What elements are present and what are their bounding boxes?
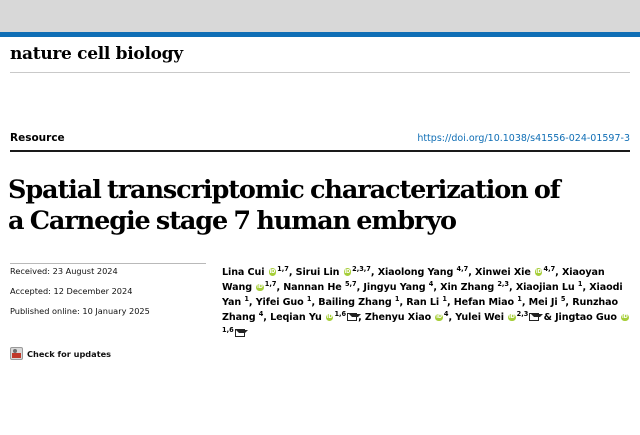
author-name: Xiaoyan Wang — [222, 267, 605, 294]
author-affiliation-marker: 2,3 — [516, 310, 529, 319]
author-name: Bailing Zhang — [318, 297, 395, 309]
author-entry — [455, 312, 540, 323]
orcid-icon[interactable] — [535, 268, 543, 276]
author-entry — [363, 282, 433, 293]
article-page — [0, 32, 640, 435]
author-separator: , — [521, 297, 529, 309]
author-entry — [440, 282, 509, 293]
history-divider — [10, 263, 206, 264]
author-name: Yifei Guo — [255, 297, 307, 309]
crossmark-icon — [10, 347, 23, 360]
author-name: Xiaodi Yan — [222, 282, 623, 309]
author-affiliation-marker: 1,7 — [277, 265, 289, 273]
author-separator: , — [370, 267, 378, 279]
check-for-updates-button[interactable] — [10, 347, 111, 360]
author-affiliation-marker: 1 — [577, 280, 583, 289]
journal-title: nature cell biology — [10, 44, 183, 64]
author-affiliation-marker: 1 — [442, 295, 447, 304]
author-entry — [454, 297, 522, 308]
author-affiliation-marker: 4,7 — [456, 265, 469, 273]
page-title: Spatial transcriptomic characterization of a Carnegie stage 7 human embryo — [8, 175, 560, 237]
email-icon[interactable] — [235, 329, 245, 337]
author-affiliation-marker: 5,7 — [344, 280, 357, 289]
doi-link[interactable]: https://doi.org/10.1038/s41556-024-01597-3 — [417, 133, 630, 144]
author-name: Leqian Yu — [270, 312, 325, 324]
author-separator: , — [288, 267, 296, 279]
author-name: Xiaolong Yang — [377, 267, 457, 279]
author-separator: , — [356, 282, 364, 294]
orcid-icon[interactable] — [256, 284, 264, 292]
author-affiliation-marker: 1 — [394, 295, 400, 304]
article-history — [10, 267, 205, 327]
author-separator: , — [311, 297, 319, 309]
author-name: Ran Li — [406, 297, 443, 309]
author-affiliation-marker: 1 — [306, 295, 312, 304]
author-separator: , — [468, 267, 476, 279]
author-entry — [529, 297, 566, 308]
accepted-date: Accepted: 12 December 2024 — [10, 286, 133, 297]
author-entry — [318, 297, 399, 308]
received-date: Received: 23 August 2024 — [10, 266, 118, 276]
author-affiliation-marker: 1,6 — [222, 325, 234, 334]
author-separator: , — [399, 297, 407, 309]
author-separator: , — [582, 282, 590, 294]
author-name: Nannan He — [283, 282, 345, 294]
author-name: Runzhao Zhang — [222, 297, 619, 324]
orcid-icon[interactable] — [326, 314, 334, 322]
author-name: Xin Zhang — [440, 282, 498, 294]
author-separator: , — [509, 282, 516, 294]
email-icon[interactable] — [529, 313, 539, 321]
author-affiliation-marker: 4 — [258, 310, 264, 319]
journal-divider — [10, 72, 630, 73]
author-name: Lina Cui — [222, 267, 268, 279]
author-entry — [365, 312, 449, 323]
orcid-icon[interactable] — [435, 314, 443, 322]
title-divider — [10, 150, 630, 152]
author-name: Yulei Wei — [455, 312, 508, 324]
author-affiliation-marker: 5 — [560, 295, 566, 304]
author-separator: , — [555, 267, 562, 279]
author-separator: , — [358, 312, 365, 324]
orcid-icon[interactable] — [269, 268, 277, 276]
orcid-icon[interactable] — [621, 314, 629, 322]
author-affiliation-marker: 1 — [517, 295, 522, 304]
author-name: Xiaojian Lu — [515, 282, 578, 294]
author-separator: , — [433, 282, 441, 294]
check-for-updates-label: Check for updates — [27, 348, 112, 359]
author-entry — [378, 267, 469, 278]
orcid-icon[interactable] — [344, 268, 352, 276]
author-separator: , — [248, 297, 256, 309]
article-type-label: Resource — [10, 132, 65, 144]
author-name: Jingtao Guo — [555, 312, 621, 324]
author-name: Sirui Lin — [295, 267, 343, 279]
author-separator: , — [263, 312, 271, 324]
author-separator: , — [448, 312, 456, 324]
author-name: Mei Ji — [528, 297, 561, 309]
author-affiliation-marker: 1,6 — [334, 310, 347, 319]
author-list — [222, 265, 630, 340]
header-blue-rule — [0, 32, 640, 37]
author-entry — [296, 267, 371, 278]
author-separator: , — [565, 297, 573, 309]
author-name: Zhenyu Xiao — [364, 312, 435, 324]
author-separator: & — [540, 312, 556, 324]
author-affiliation-marker: 4 — [443, 310, 449, 319]
author-entry — [270, 312, 358, 323]
author-entry — [475, 267, 555, 278]
author-entry — [516, 282, 583, 293]
author-affiliation-marker: 4,7 — [543, 265, 556, 273]
orcid-icon[interactable] — [508, 314, 516, 322]
author-name: Jingyu Yang — [363, 282, 429, 294]
author-affiliation-marker: 4 — [428, 280, 434, 289]
author-entry — [406, 297, 447, 308]
author-separator: , — [276, 282, 284, 294]
published-date: Published online: 10 January 2025 — [10, 306, 150, 317]
author-name: Xinwei Xie — [475, 267, 534, 279]
author-affiliation-marker: 1 — [244, 295, 249, 304]
author-entry — [256, 297, 312, 308]
author-entry — [222, 267, 289, 278]
author-affiliation-marker: 2,3 — [497, 280, 510, 289]
author-name: Hefan Miao — [453, 297, 518, 309]
email-icon[interactable] — [347, 313, 357, 321]
author-entry — [283, 282, 356, 293]
author-separator: , — [446, 297, 454, 309]
author-affiliation-marker: 1,7 — [264, 280, 277, 289]
author-affiliation-marker: 2,3,7 — [352, 265, 371, 273]
